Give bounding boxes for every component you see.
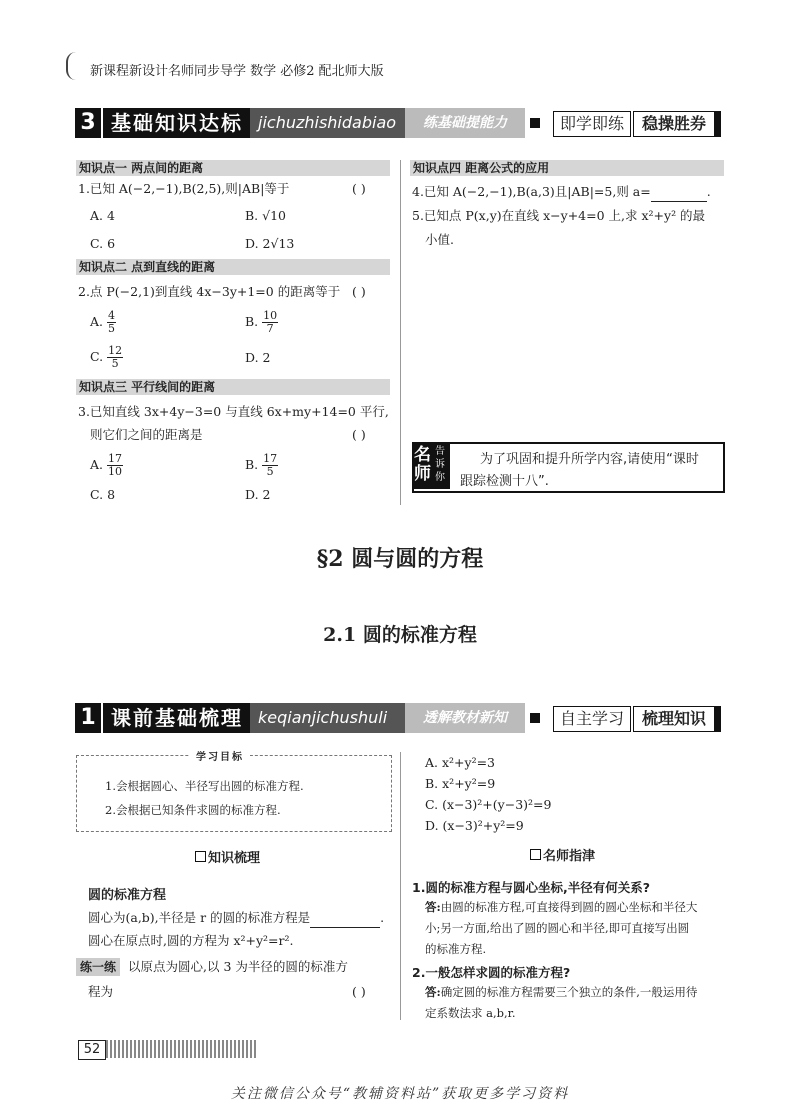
- guide-answer-1-line-2: 小;另一方面,给出了圆的圆心和半径,即可直接写出圆: [425, 921, 690, 935]
- guide-answer-1-line-1: [425, 899, 697, 915]
- q1-option-b: B. √10: [245, 208, 287, 223]
- section-title: §2 圆与圆的方程: [316, 546, 484, 572]
- fraction: [262, 310, 278, 335]
- banner-title: 基础知识达标: [103, 108, 251, 138]
- footer-watermark: 关注微信公众号“教辅资料站”获取更多学习资料: [230, 1086, 570, 1102]
- question-1: 1.已知 A(−2,−1),B(2,5),则|AB|等于: [78, 181, 290, 196]
- answer-text: 由圆的标准方程,可直接得到圆的圆心坐标和半径大: [440, 900, 698, 914]
- numerator: 17: [263, 452, 278, 465]
- exercise-option-d: D. (x−3)²+y²=9: [425, 818, 524, 833]
- column-divider: [400, 160, 401, 505]
- q1-option-a: A. 4: [90, 208, 115, 223]
- logo-small-text: 告诉你: [435, 446, 445, 483]
- knowledge-summary-title: [195, 847, 260, 866]
- answer-paren-3: ( ): [352, 427, 366, 442]
- numerator: 12: [108, 344, 123, 357]
- fraction: [107, 345, 123, 370]
- section-banner-2: [75, 703, 725, 733]
- exercise-option-a: A. x²+y²=3: [425, 755, 496, 770]
- fraction: [107, 310, 116, 335]
- banner-number: 1: [75, 703, 101, 733]
- knowledge-line-1-text: 圆心为(a,b),半径是 r 的圆的标准方程是: [88, 910, 311, 925]
- question-5-line-2: 小值.: [425, 232, 454, 247]
- denominator: 7: [266, 322, 274, 335]
- q3-option-a: [90, 453, 123, 478]
- option-label: A.: [90, 314, 104, 329]
- column-divider-2: [400, 752, 401, 1020]
- answer-blank: [651, 183, 707, 202]
- logo-big-text: 名师: [414, 445, 431, 484]
- q3-option-c: C. 8: [90, 487, 116, 502]
- tag-icon: [195, 851, 206, 862]
- knowledge-point-2-header: 知识点二 点到直线的距离: [76, 259, 390, 275]
- banner-pinyin: keqianjichushuli: [250, 703, 490, 733]
- knowledge-line-1: [88, 909, 384, 928]
- teacher-tip-logo: [412, 442, 450, 489]
- option-label: C.: [90, 349, 104, 364]
- guide-answer-1-line-3: 的标准方程.: [425, 942, 487, 956]
- square-icon: [530, 118, 540, 128]
- q2-option-b: [245, 310, 278, 335]
- knowledge-point-4-header: 知识点四 距离公式的应用: [410, 160, 724, 176]
- tag-icon: [530, 849, 541, 860]
- answer-text: 确定圆的标准方程需要三个独立的条件,一般运用待: [440, 985, 698, 999]
- denominator: 5: [108, 322, 115, 335]
- question-4: [412, 183, 711, 202]
- banner-title: 课前基础梳理: [103, 703, 251, 733]
- question-4-end: .: [706, 184, 711, 199]
- goal-item-2: 2.会根据已知条件求圆的标准方程.: [105, 803, 281, 817]
- section-banner-1: [75, 108, 725, 138]
- goal-item-1: 1.会根据圆心、半径写出圆的标准方程.: [105, 779, 304, 793]
- brace-decoration: [66, 52, 78, 80]
- numerator: 17: [108, 452, 122, 465]
- numerator: 4: [108, 309, 115, 322]
- q2-option-c: [90, 345, 123, 370]
- banner-number: 3: [75, 108, 101, 138]
- answer-label: 答:: [425, 985, 441, 999]
- question-2: 2.点 P(−2,1)到直线 4x−3y+1=0 的距离等于: [78, 284, 341, 299]
- exercise-option-b: B. x²+y²=9: [425, 776, 496, 791]
- subsection-title: 2.1 圆的标准方程: [323, 624, 477, 646]
- option-label: B.: [245, 314, 259, 329]
- banner-pinyin: jichuzhishidabiao: [250, 108, 490, 138]
- banner-slogan: 练基础提能力: [405, 108, 525, 138]
- denominator: 5: [266, 465, 274, 478]
- page-number: 52: [78, 1040, 106, 1060]
- answer-label: 答:: [425, 900, 441, 914]
- running-title: 新课程新设计名师同步导学 数学 必修2 配北师大版: [90, 64, 384, 79]
- learning-goals-header: 学习目标: [190, 748, 250, 763]
- question-5-line-1: 5.已知点 P(x,y)在直线 x−y+4=0 上,求 x²+y² 的最: [412, 208, 706, 223]
- banner-box-1: 自主学习: [553, 706, 631, 732]
- knowledge-summary-label: 知识梳理: [208, 851, 261, 866]
- guide-answer-2-line-1: [425, 984, 697, 1000]
- banner-box-1: 即学即练: [553, 111, 631, 137]
- exercise-line-2: 程为: [88, 984, 114, 999]
- teacher-guide-label: 名师指津: [543, 849, 596, 864]
- denominator: 10: [108, 465, 122, 478]
- knowledge-subhead: 圆的标准方程: [88, 888, 167, 903]
- answer-blank: [310, 909, 380, 928]
- knowledge-line-1-end: .: [380, 910, 385, 925]
- guide-question-2: 2.一般怎样求圆的标准方程?: [412, 965, 571, 980]
- banner-box-2: 梳理知识: [633, 706, 721, 732]
- numerator: 10: [263, 309, 278, 322]
- fraction: [262, 453, 278, 478]
- q3-option-d: D. 2: [245, 487, 271, 502]
- tip-line-2: 跟踪检测十八”.: [460, 474, 549, 489]
- answer-paren-2: ( ): [352, 284, 366, 299]
- square-icon: [530, 713, 540, 723]
- denominator: 5: [111, 357, 119, 370]
- exercise-paren: ( ): [352, 984, 366, 999]
- q2-option-d: D. 2: [245, 350, 271, 365]
- fraction: [107, 453, 123, 478]
- tip-line-1: 为了巩固和提升所学内容,请使用“课时: [480, 452, 699, 467]
- guide-question-1: 1.圆的标准方程与圆心坐标,半径有何关系?: [412, 880, 650, 895]
- question-3-line-1: 3.已知直线 3x+4y−3=0 与直线 6x+my+14=0 平行,: [78, 404, 389, 419]
- knowledge-line-2: 圆心在原点时,圆的方程为 x²+y²=r².: [88, 933, 294, 948]
- question-4-text: 4.已知 A(−2,−1),B(a,3)且|AB|=5,则 a=: [412, 184, 651, 199]
- answer-paren-1: ( ): [352, 181, 366, 196]
- q3-option-b: [245, 453, 278, 478]
- question-3-line-2: 则它们之间的距离是: [90, 427, 203, 442]
- knowledge-point-1-header: 知识点一 两点间的距离: [76, 160, 390, 176]
- q1-option-d: D. 2√13: [245, 236, 295, 251]
- knowledge-point-3-header: 知识点三 平行线间的距离: [76, 379, 390, 395]
- guide-answer-2-line-2: 定系数法求 a,b,r.: [425, 1006, 516, 1020]
- exercise-badge: 练一练: [76, 958, 120, 976]
- option-label: B.: [245, 457, 259, 472]
- banner-box-2: 稳操胜券: [633, 111, 721, 137]
- q2-option-a: [90, 310, 116, 335]
- exercise-line-1: 以原点为圆心,以 3 为半径的圆的标准方: [128, 959, 348, 974]
- exercise-option-c: C. (x−3)²+(y−3)²=9: [425, 797, 552, 812]
- option-label: A.: [90, 457, 104, 472]
- teacher-guide-title: [530, 845, 595, 864]
- q1-option-c: C. 6: [90, 236, 116, 251]
- banner-slogan: 透解教材新知: [405, 703, 525, 733]
